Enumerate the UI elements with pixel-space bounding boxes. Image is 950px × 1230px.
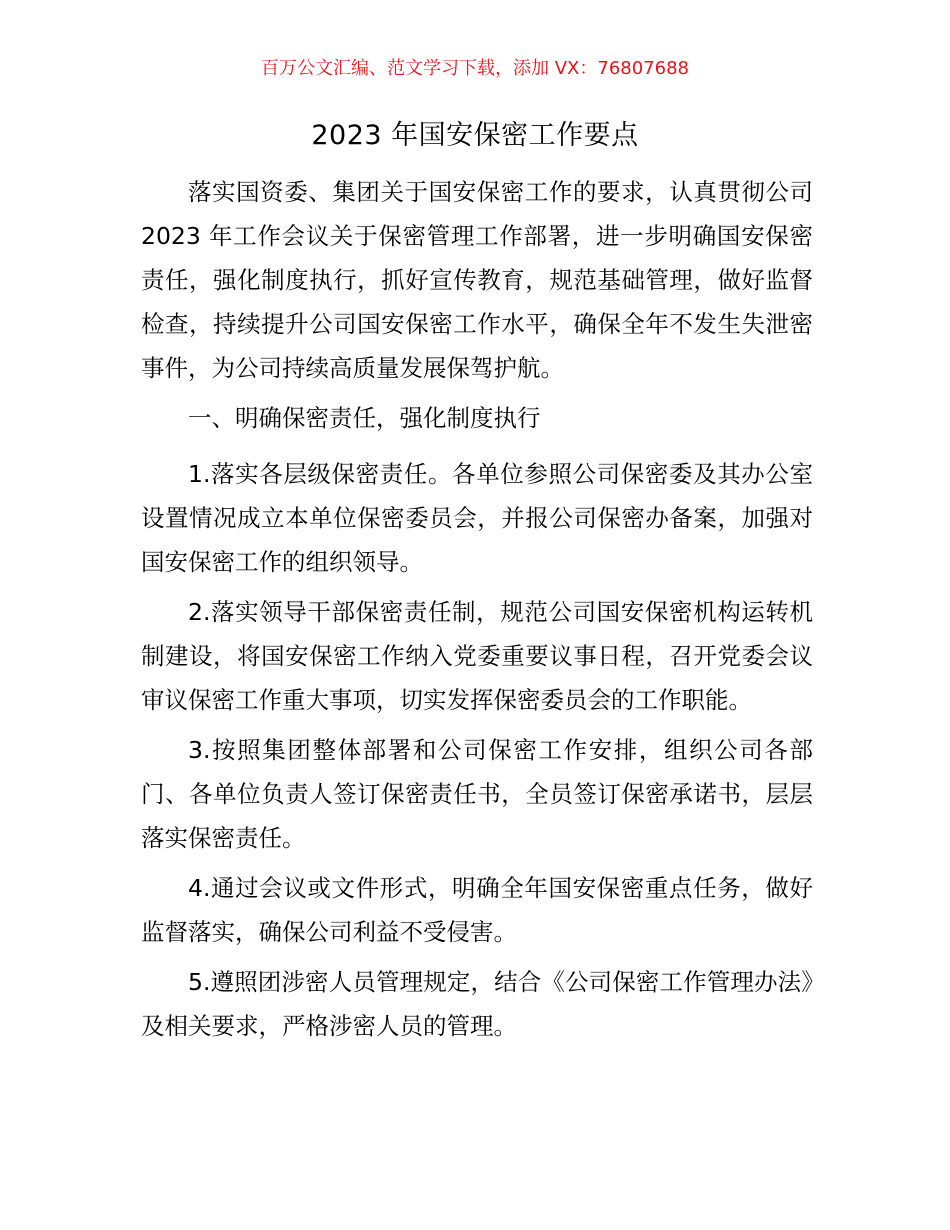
document-body [141, 170, 813, 1054]
list-item-2: 2.落实领导干部保密责任制，规范公司国安保密机构运转机制建设，将国安保密工作纳入党委重要议事日程，召开党委会议审议保密工作重大事项，切实发挥保密委员会的工作职能。 [141, 598, 813, 714]
section-heading: 一、明确保密责任，强化制度执行 [188, 404, 541, 432]
intro-paragraph: 落实国资委、集团关于国安保密工作的要求，认真贯彻公司 2023 年工作会议关于保密管理工作部署，进一步明确国安保密责任，强化制度执行，抓好宣传教育，规范基础管理，做好监督检查，持续提升公司国安保密工作水平，确保全年不发生失泄密事件，为公司持续高质量发展保驾护航。 [141, 178, 813, 382]
document-title: 2023 年国安保密工作要点 [311, 120, 639, 151]
list-item-5: 5.遵照团涉密人员管理规定，结合《公司保密工作管理办法》及相关要求，严格涉密人员的管理。 [141, 968, 813, 1040]
header-banner: 百万公文汇编、范文学习下载，添加 VX：76807688 [261, 58, 689, 79]
list-item-4: 4.通过会议或文件形式，明确全年国安保密重点任务，做好监督落实，确保公司利益不受侵害。 [141, 874, 813, 946]
list-item-3: 3.按照集团整体部署和公司保密工作安排，组织公司各部门、各单位负责人签订保密责任书，全员签订保密承诺书，层层落实保密责任。 [141, 736, 813, 852]
list-item-1: 1.落实各层级保密责任。各单位参照公司保密委及其办公室设置情况成立本单位保密委员会，并报公司保密办备案，加强对国安保密工作的组织领导。 [141, 460, 813, 576]
